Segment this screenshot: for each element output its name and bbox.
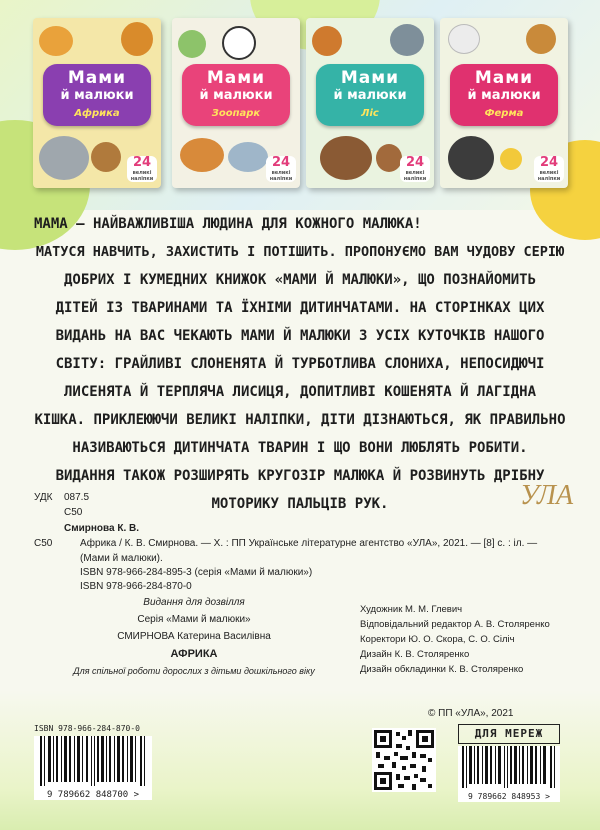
c-code-left: С50 [34, 538, 53, 549]
imprint-author: СМИРНОВА Катерина Василівна [117, 631, 271, 642]
sticker-count-label: великі наліпки [403, 170, 427, 182]
book-series-title-line2: й малюки [199, 88, 273, 103]
sticker-count-badge [266, 156, 296, 182]
book-subtitle: Зоопарк [211, 108, 261, 119]
publisher-logo: УЛА [520, 480, 574, 511]
bear-icon [180, 138, 224, 172]
sticker-count-label: великі наліпки [537, 170, 561, 182]
book-series-title: Мами [206, 68, 266, 88]
monkey-icon [91, 142, 121, 172]
book-title-box [316, 64, 424, 126]
credit-artist: Художник М. М. Глевич [360, 604, 463, 615]
credit-design: Дизайн К. В. Столяренко [360, 649, 470, 660]
book-series-title: Мами [67, 68, 127, 88]
catalog-isbn: ISBN 978-966-284-870-0 [80, 581, 192, 592]
barcode-left [34, 736, 152, 800]
hippo-icon [228, 142, 268, 172]
credit-proofreaders: Коректори Ю. О. Скора, С. О. Сіліч [360, 634, 515, 645]
udk-label: УДК [34, 492, 53, 503]
barcode-right [458, 746, 560, 802]
copyright: © ПП «УЛА», 2021 [428, 708, 514, 719]
description-line: ВИДАННЯ ТАКОЖ РОЗШИРЯТЬ КРУГОЗІР МАЛЮКА Й РОЗВИНУТЬ ДРІБНУ [55, 468, 545, 484]
dog-icon [526, 24, 556, 54]
barcode-digits: 9 789662 848953 > [468, 792, 550, 801]
sticker-count-label: великі наліпки [269, 170, 293, 182]
lion-icon [39, 26, 73, 56]
book-cover-forest [306, 18, 434, 188]
distribution-label: ДЛЯ МЕРЕЖ [458, 724, 560, 744]
barcode-bars [458, 746, 560, 788]
udk-value: 087.5 [64, 492, 90, 503]
bear-cub-icon [376, 144, 402, 172]
book-subtitle: Ліс [361, 108, 379, 119]
book-series-title-line2: й малюки [333, 88, 407, 103]
book-subtitle: Ферма [484, 108, 524, 119]
book-title-box [450, 64, 558, 126]
catalog-isbn-series: ISBN 978-966-284-895-3 (серія «Мами й малюки») [80, 567, 313, 578]
credit-editor: Відповідальний редактор А. В. Столяренко [360, 619, 550, 630]
book-cover-africa [33, 18, 161, 188]
fox-icon [312, 26, 342, 56]
catalog-record-2: (Мами й малюки). [80, 553, 163, 564]
bear-icon [320, 136, 372, 180]
description-line: ВИДАНЬ НА ВАС ЧЕКАЮТЬ МАМИ Й МАЛЮКИ З УСІХ КУТОЧКІВ НАШОГО [55, 328, 545, 344]
sticker-count-badge [534, 156, 564, 182]
catalog-author: Смирнова К. В. [64, 523, 140, 534]
description-line: МАТУСЯ НАВЧИТЬ, ЗАХИСТИТЬ І ПОТІШИТЬ. ПРОПОНУЄМО ВАМ ЧУДОВУ СЕРІЮ [35, 244, 565, 260]
sticker-count: 24 [405, 155, 425, 170]
sheep-icon [448, 24, 480, 54]
sticker-count-badge [127, 156, 157, 182]
barcode-digits: 9 789662 848700 > [46, 790, 140, 800]
tiger-icon [121, 22, 153, 56]
qr-code [372, 728, 436, 792]
imprint-series: Серія «Мами й малюки» [137, 614, 251, 625]
book-title-box [182, 64, 290, 126]
description-line: ЛИСЕНЯТА Й ТЕРПЛЯЧА ЛИСИЦЯ, ДОПИТЛИВІ КОШЕНЯТА Й ЛАГІДНА [63, 384, 536, 400]
series-description [34, 210, 566, 518]
chick-icon [500, 148, 522, 170]
description-line: НАЗИВАЮТЬСЯ ДИТИНЧАТА ТВАРИН І ЩО ВОНИ ЛЮБЛЯТЬ РОБИТИ. [72, 440, 528, 456]
imprint-title: АФРИКА [170, 648, 218, 660]
description-line: ДІТЕЙ ІЗ ТВАРИНАМИ ТА ЇХНІМИ ДИТИНЧАТАМИ. НА СТОРІНКАХ ЦИХ [55, 300, 545, 316]
cow-icon [448, 136, 494, 180]
sticker-count-label: великі наліпки [130, 170, 154, 182]
book-series-title-line2: й малюки [467, 88, 541, 103]
description-line: СВІТУ: ГРАЙЛИВІ СЛОНЕНЯТА Й ТУРБОТЛИВА СЛОНИХА, НЕПОСИДЮЧІ [55, 356, 545, 372]
edition-type: Видання для дозвілля [143, 597, 245, 608]
sticker-count-badge [400, 156, 430, 182]
sticker-count: 24 [271, 155, 291, 170]
barcode-isbn-text: ISBN 978-966-284-870-0 [34, 724, 140, 733]
catalog-record: Африка / К. В. Смирнова. — Х. : ПП Українське літературне агентство «УЛА», 2021. — [8] с. : іл. — [80, 538, 538, 549]
panda-icon [222, 26, 256, 60]
book-series-title: Мами [474, 68, 534, 88]
imprint-audience: Для спільної роботи дорослих з дітьми дошкільного віку [73, 666, 315, 676]
koala-icon [178, 30, 206, 58]
book-title-box [43, 64, 151, 126]
description-line: МАМА — НАЙВАЖЛИВІША ЛЮДИНА ДЛЯ КОЖНОГО МАЛЮКА! [34, 216, 422, 232]
qr-code-icon [372, 728, 436, 792]
book-subtitle: Африка [74, 108, 120, 119]
book-cover-farm [440, 18, 568, 188]
description-line: ДОБРИХ І КУМЕДНИХ КНИЖОК «МАМИ Й МАЛЮКИ», ЩО ПОЗНАЙОМИТЬ [63, 272, 536, 288]
credit-cover-design: Дизайн обкладинки К. В. Столяренко [360, 664, 524, 675]
book-series-title-line2: й малюки [60, 88, 134, 103]
elephant-icon [39, 136, 89, 180]
sticker-count: 24 [539, 155, 559, 170]
barcode-bars [34, 736, 152, 786]
book-series-title: Мами [340, 68, 400, 88]
book-cover-zoo [172, 18, 300, 188]
description-line: КІШКА. ПРИКЛЕЮЮЧИ ВЕЛИКІ НАЛІПКИ, ДІТИ ДІЗНАЮТЬСЯ, ЯК ПРАВИЛЬНО [34, 412, 566, 428]
sticker-count: 24 [132, 155, 152, 170]
description-line: МОТОРИКУ ПАЛЬЦІВ РУК. [211, 496, 389, 512]
wolf-icon [390, 24, 424, 56]
c-code: С50 [64, 507, 83, 518]
